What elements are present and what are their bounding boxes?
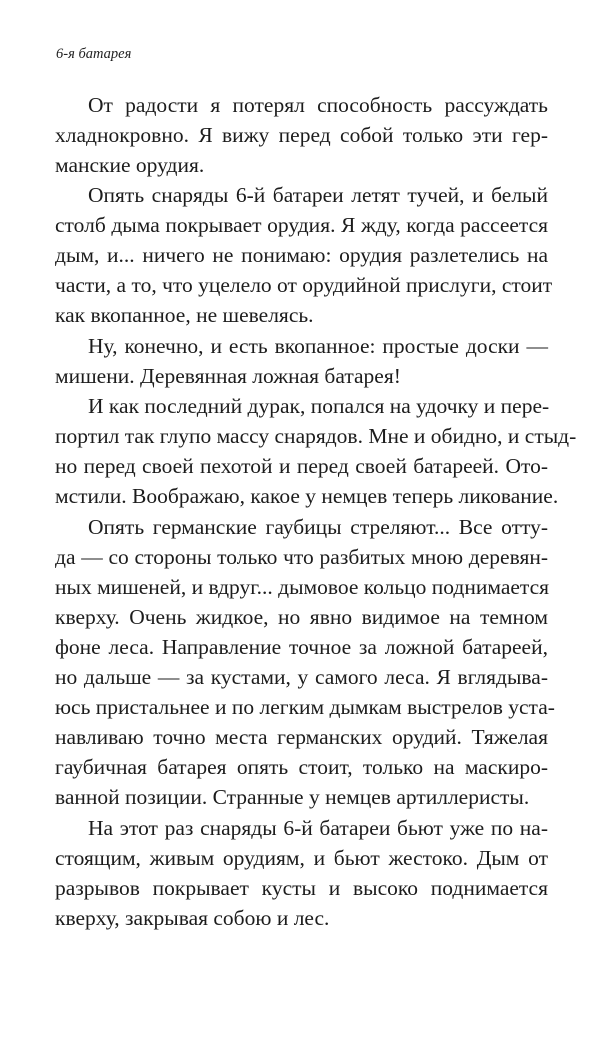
text-line: портил так глупо массу снарядов. Мне и обидно, и стыд- (55, 424, 577, 448)
text-line: манские орудия. (55, 153, 205, 177)
text-line: дым, и... ничего не понимаю: орудия разлетелись на (55, 243, 548, 267)
text-line: ванной позиции. Странные у немцев артиллеристы. (55, 785, 530, 809)
text-line: да — со стороны только что разбитых мною деревян- (55, 545, 548, 569)
running-head: 6-я батарея (56, 46, 132, 62)
text-line: кверху, закрывая собою и лес. (55, 906, 330, 930)
text-line: ных мишеней, и вдруг... дымовое кольцо поднимается (55, 575, 550, 599)
text-line: И как последний дурак, попался на удочку и пере- (88, 394, 550, 418)
text-line: столб дыма покрывает орудия. Я жду, когда рассеется (55, 213, 548, 237)
text-line: кверху. Очень жидкое, но явно видимое на темном (55, 605, 548, 629)
text-line: юсь пристальнее и по легким дымкам выстрелов уста- (55, 695, 555, 719)
text-line: На этот раз снаряды 6-й батареи бьют уже по на- (88, 816, 548, 840)
text-line: хладнокровно. Я вижу перед собой только эти гер- (55, 123, 548, 147)
text-line: Ну, конечно, и есть вкопанное: простые доски — (88, 334, 548, 358)
text-line: мстили. Воображаю, какое у немцев теперь ликование. (55, 484, 559, 508)
text-line: Опять снаряды 6-й батареи летят тучей, и белый (88, 183, 548, 207)
text-line: разрывов покрывает кусты и высоко поднимается (55, 876, 548, 900)
text-line: но дальше — за кустами, у самого леса. Я вглядыва- (55, 665, 548, 689)
text-line: гаубичная батарея опять стоит, только на маскиро- (55, 755, 548, 779)
text-line: навливаю точно места германских орудий. Тяжелая (55, 725, 548, 749)
text-line: От радости я потерял способность рассуждать (88, 93, 548, 117)
text-line: части, а то, что уцелело от орудийной прислуги, стоит (55, 273, 553, 297)
text-line: Опять германские гаубицы стреляют... Все отту- (88, 515, 548, 539)
text-line: мишени. Деревянная ложная батарея! (55, 364, 401, 388)
text-line: фоне леса. Направление точное за ложной батареей, (55, 635, 548, 659)
text-line: но перед своей пехотой и перед своей батареей. Ото- (55, 454, 548, 478)
text-line: стоящим, живым орудиям, и бьют жестоко. Дым от (55, 846, 548, 870)
text-line: как вкопанное, не шевелясь. (55, 303, 314, 327)
